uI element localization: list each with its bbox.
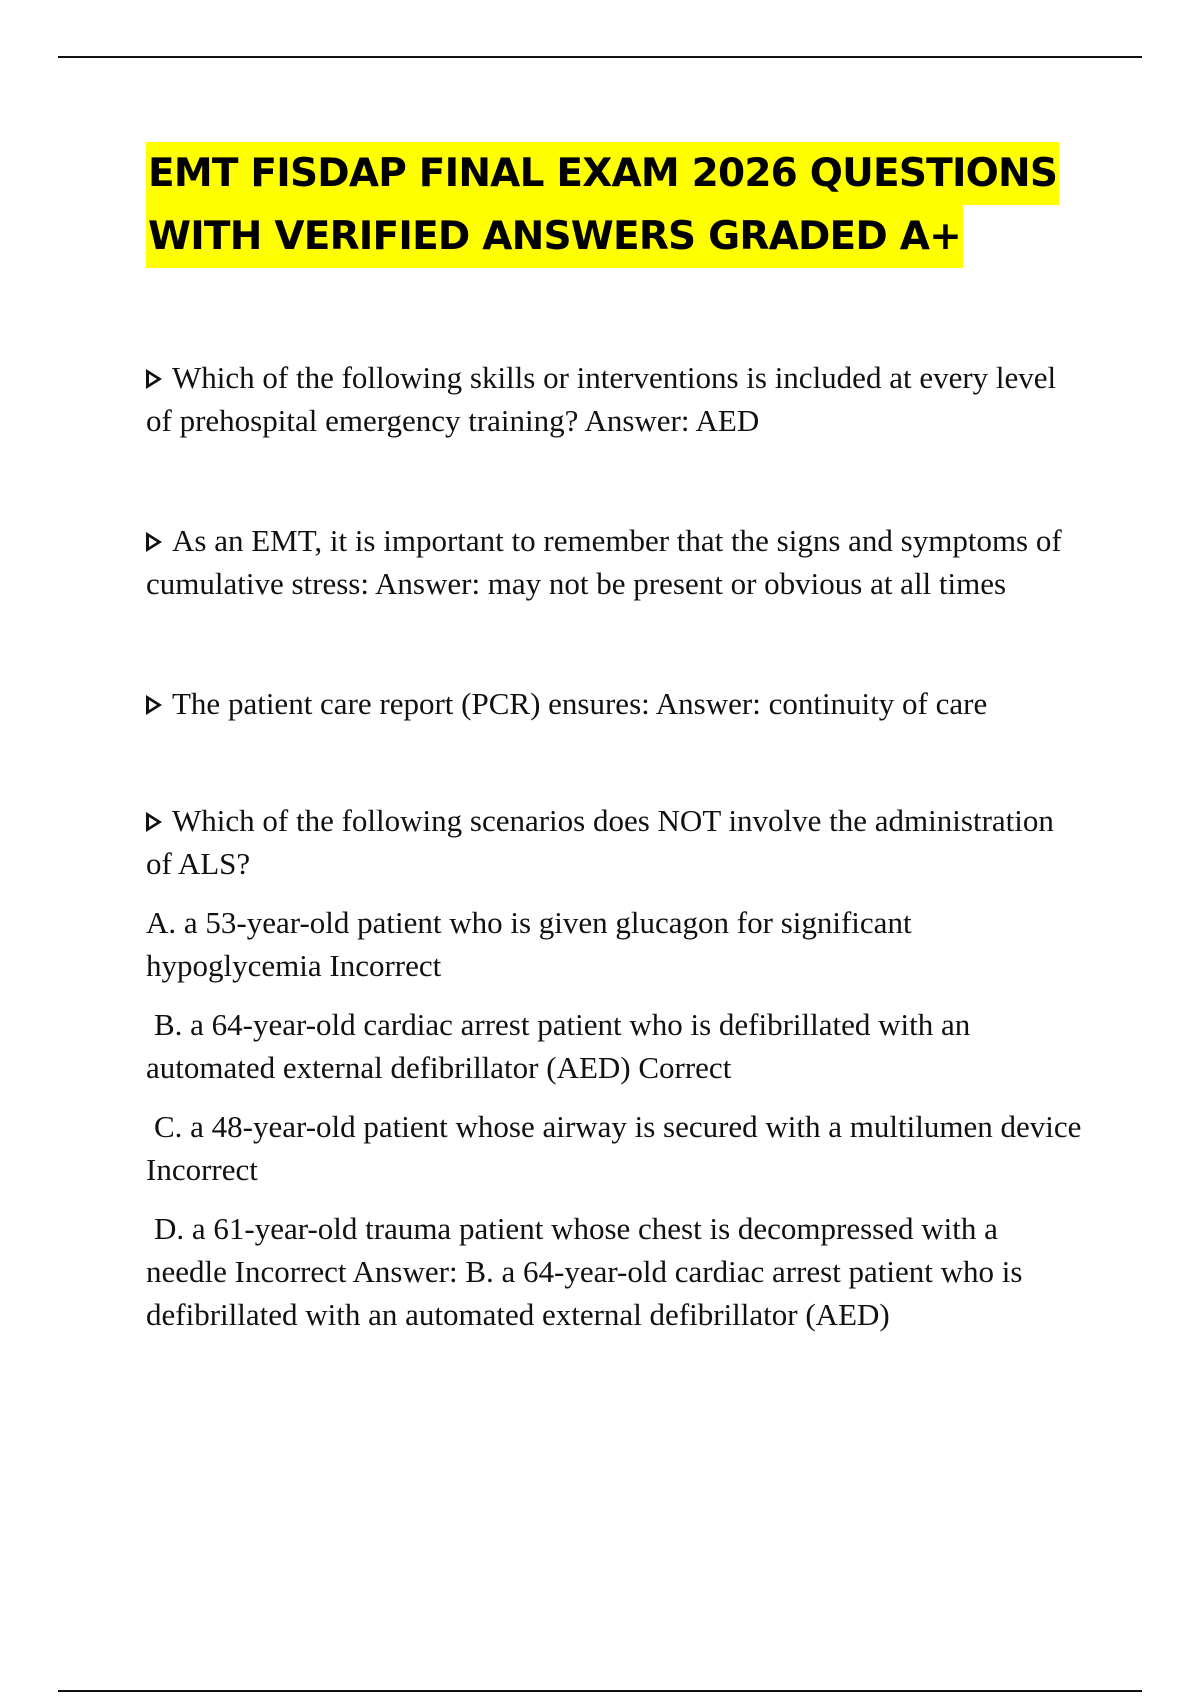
document-title bbox=[146, 142, 1086, 268]
document-body bbox=[146, 142, 1086, 1336]
question-text: The patient care report (PCR) ensures: Answer: continuity of care bbox=[146, 682, 1086, 725]
arrow-bullet-icon bbox=[146, 812, 162, 832]
question-item bbox=[146, 799, 1086, 1336]
question-text: As an EMT, it is important to remember that the signs and symptoms of cumulative stress: Answer: may not be present or obvious at all times bbox=[146, 523, 1062, 601]
answer-option-c: C. a 48-year-old patient whose airway is secured with a multilumen device Incorrect bbox=[146, 1109, 1082, 1187]
answer-option-b: B. a 64-year-old cardiac arrest patient who is defibrillated with an automated external defibrillator (AED) Correct bbox=[146, 1007, 971, 1085]
question-item bbox=[146, 519, 1086, 605]
arrow-bullet-icon bbox=[146, 532, 162, 552]
question-item bbox=[146, 356, 1086, 442]
question-item bbox=[146, 682, 1086, 725]
question-text: Which of the following scenarios does NOT involve the administration of ALS? bbox=[146, 803, 1054, 881]
title-line-2: WITH VERIFIED ANSWERS GRADED A+ bbox=[146, 205, 963, 268]
bottom-divider bbox=[58, 1690, 1142, 1692]
title-line-1: EMT FISDAP FINAL EXAM 2026 QUESTIONS bbox=[146, 142, 1059, 205]
arrow-bullet-icon bbox=[146, 695, 162, 715]
question-text: Which of the following skills or interventions is included at every level of prehospital emergency training? Answer: AED bbox=[146, 360, 1057, 438]
answer-option-d: D. a 61-year-old trauma patient whose chest is decompressed with a needle Incorrect Answer: B. a 64-year-old cardiac arrest patient who is defibrillated with an automated external defibrillator (AED) bbox=[146, 1211, 1023, 1332]
answer-option-a: A. a 53-year-old patient who is given glucagon for significant hypoglycemia Incorrect bbox=[146, 905, 912, 983]
arrow-bullet-icon bbox=[146, 369, 162, 389]
top-divider bbox=[58, 56, 1142, 58]
